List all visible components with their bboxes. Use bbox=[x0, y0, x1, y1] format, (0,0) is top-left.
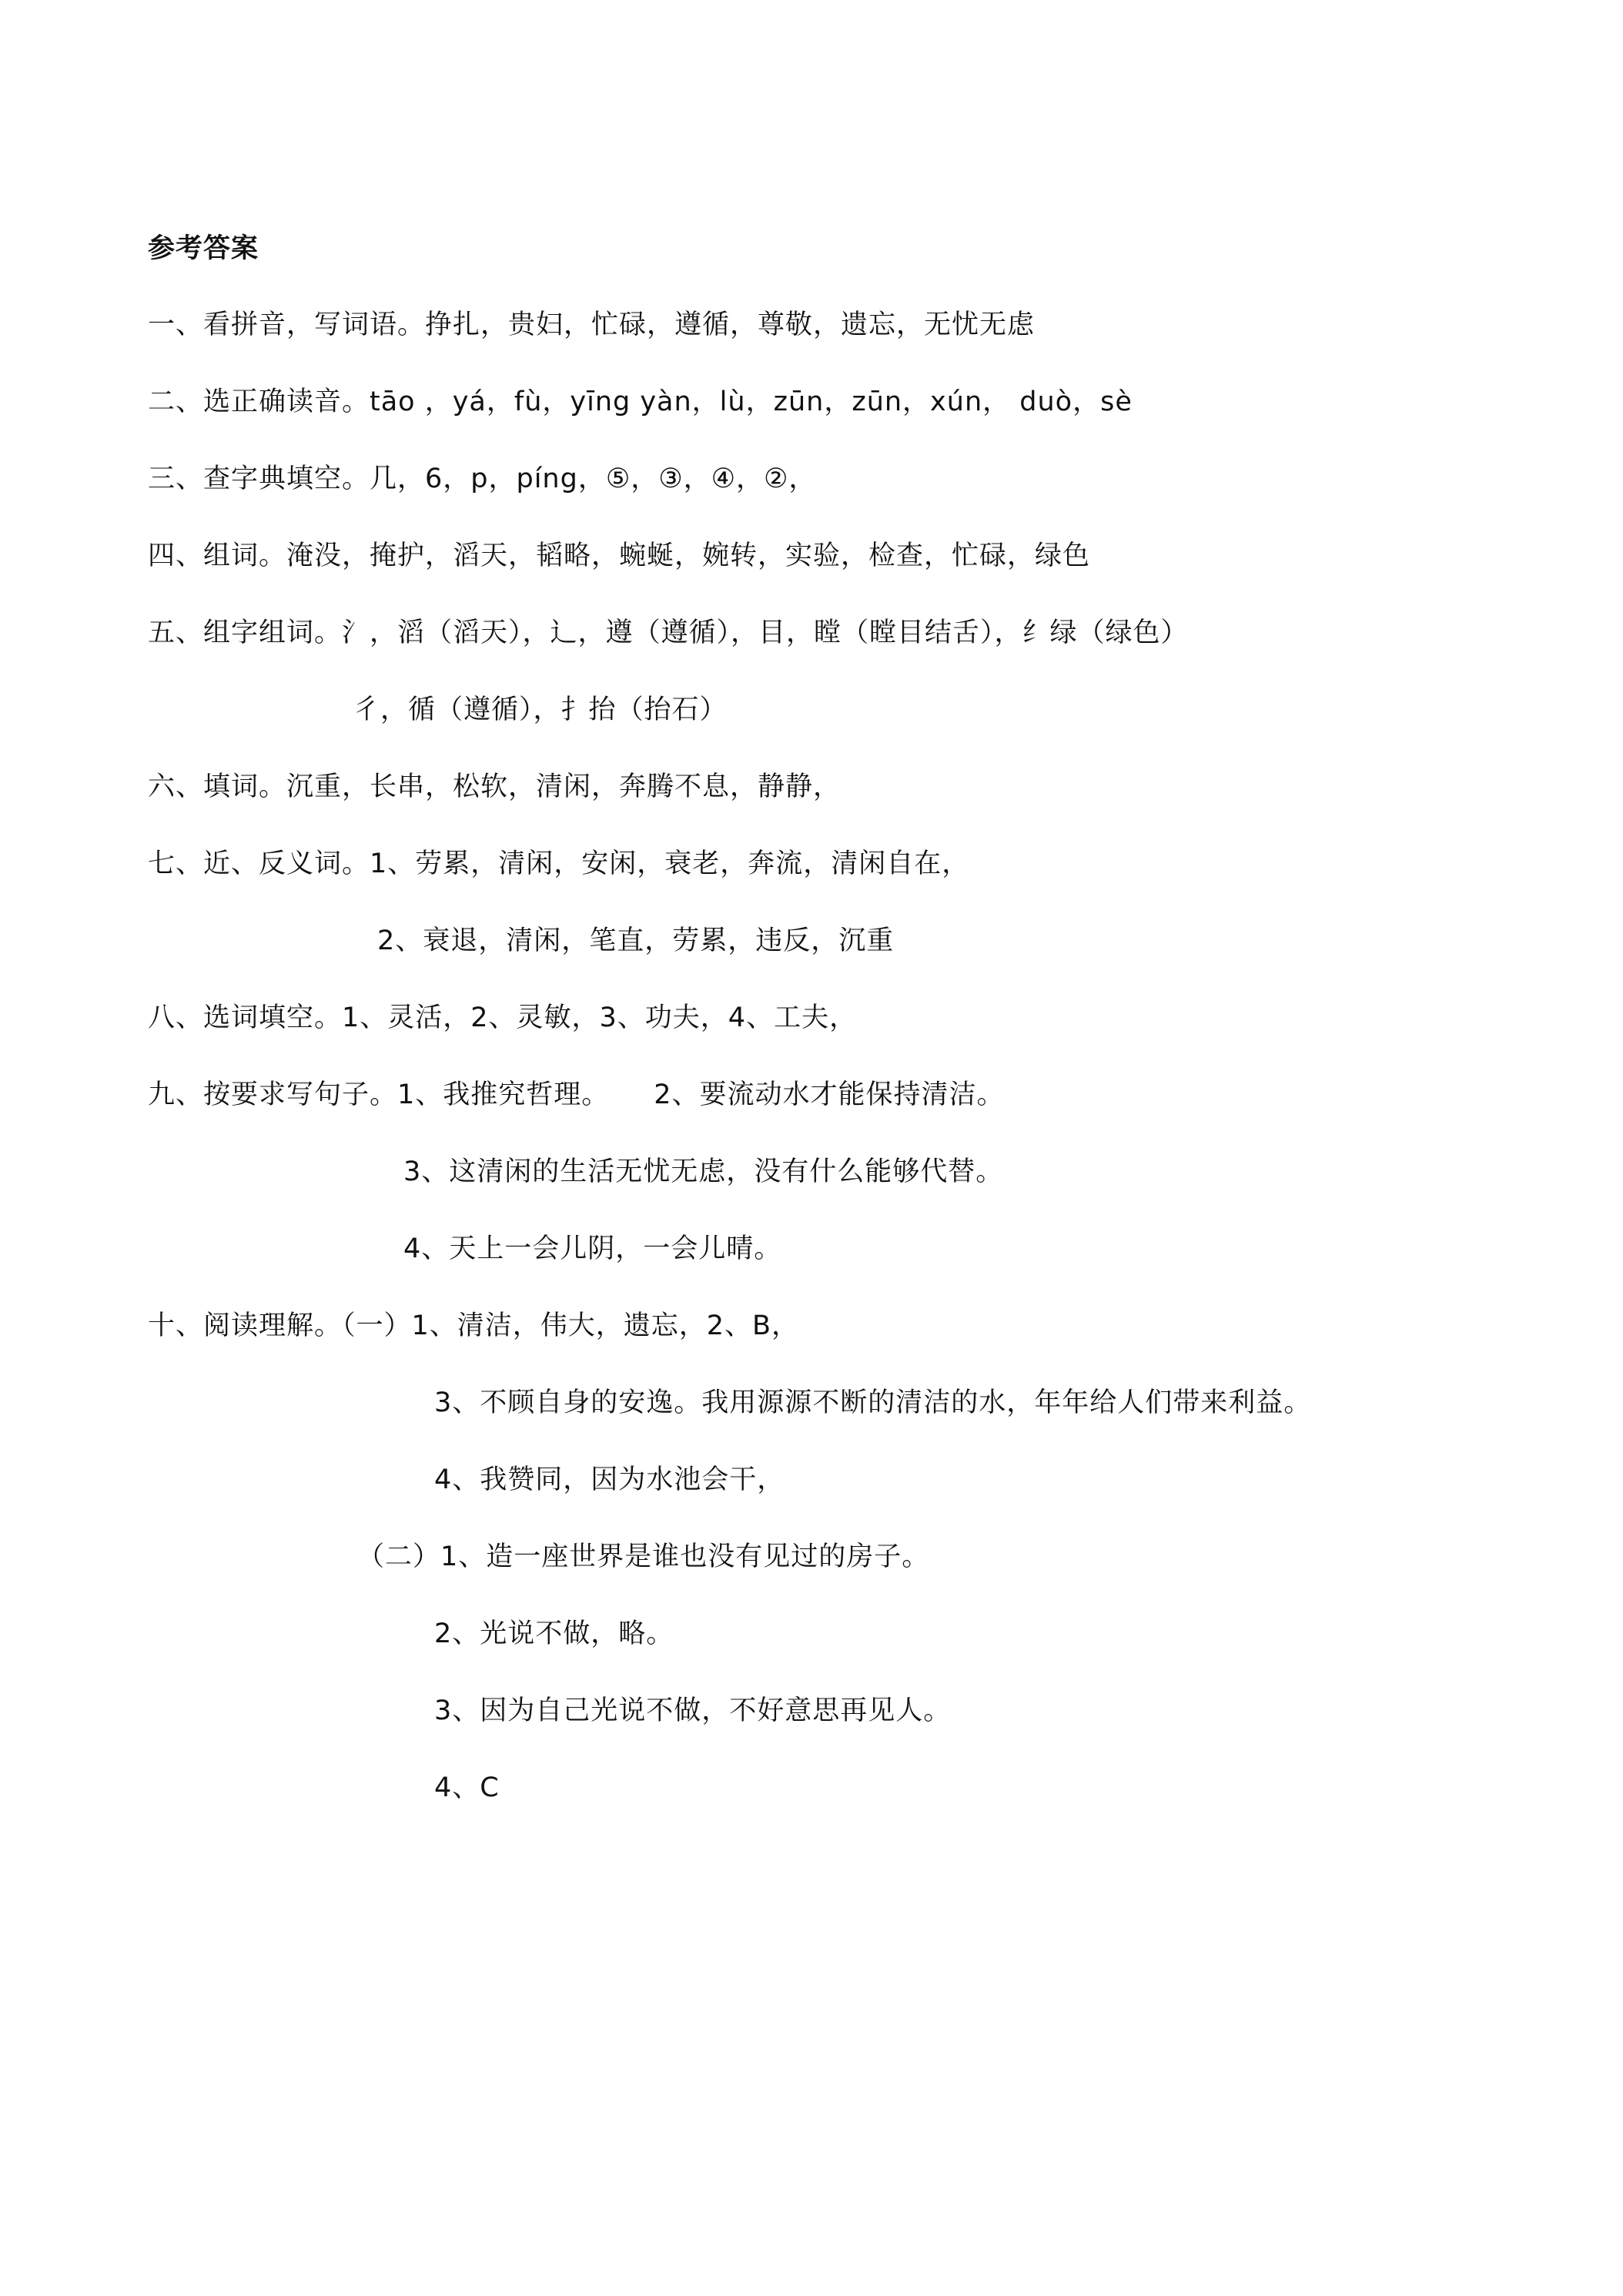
answer-line-10-part-2-item-4: 4、C bbox=[434, 1772, 500, 1803]
answer-line-3: 三、查字典填空。几，6，p，píng，⑤，③，④，②， bbox=[148, 464, 817, 494]
answer-line-4: 四、组词。淹没，掩护，滔天，韬略，蜿蜒，婉转，实验，检查，忙碌，绿色 bbox=[148, 541, 1091, 571]
answer-line-5: 五、组字组词。氵，滔（滔天），辶，遵（遵循），目，瞠（瞠目结舌），纟绿（绿色） bbox=[148, 618, 1189, 648]
answer-line-2: 二、选正确读音。tāo ，yá，fù，yīng yàn，lù，zūn，zūn，xún， duò，sè bbox=[148, 387, 1133, 417]
answer-line-9-part-1: 九、按要求写句子。1、我推究哲理。 bbox=[148, 1079, 610, 1110]
answer-line-10-part-2-item-3: 3、因为自己光说不做，不好意思再见人。 bbox=[434, 1695, 952, 1726]
answer-line-7-continued: 2、衰退，清闲，笔直，劳累，违反，沉重 bbox=[377, 925, 895, 956]
answer-line-8: 八、选词填空。1、灵活，2、灵敏，3、功夫，4、工夫， bbox=[148, 1002, 858, 1033]
answer-line-9-part-2: 2、要流动水才能保持清洁。 bbox=[654, 1079, 1005, 1110]
answer-line-9 bbox=[148, 1076, 1005, 1114]
page-title: 参考答案 bbox=[148, 233, 259, 264]
answer-line-10: 十、阅读理解。（一）1、清洁，伟大，遗忘，2、B， bbox=[148, 1310, 800, 1341]
answer-line-9-item-3: 3、这清闲的生活无忧无虑，没有什么能够代替。 bbox=[403, 1156, 1004, 1187]
answer-line-1: 一、看拼音，写词语。挣扎，贵妇，忙碌，遵循，尊敬，遗忘，无忧无虑 bbox=[148, 310, 1036, 340]
answer-line-6: 六、填词。沉重，长串，松软，清闲，奔腾不息，静静， bbox=[148, 771, 842, 802]
answer-line-7: 七、近、反义词。1、劳累，清闲，安闲，衰老，奔流，清闲自在， bbox=[148, 848, 970, 879]
answer-line-10-part-2-item-2: 2、光说不做，略。 bbox=[434, 1618, 674, 1649]
answer-line-5-continued: 彳，循（遵循），扌抬（抬石） bbox=[353, 694, 728, 725]
answer-line-10-item-3: 3、不顾自身的安逸。我用源源不断的清洁的水，年年给人们带来利益。 bbox=[434, 1387, 1312, 1418]
answer-line-10-item-4: 4、我赞同，因为水池会干， bbox=[434, 1464, 785, 1495]
answer-line-10-part-2: （二）1、造一座世界是谁也没有见过的房子。 bbox=[357, 1541, 930, 1572]
answer-line-9-item-4: 4、天上一会儿阴，一会儿晴。 bbox=[403, 1233, 782, 1264]
